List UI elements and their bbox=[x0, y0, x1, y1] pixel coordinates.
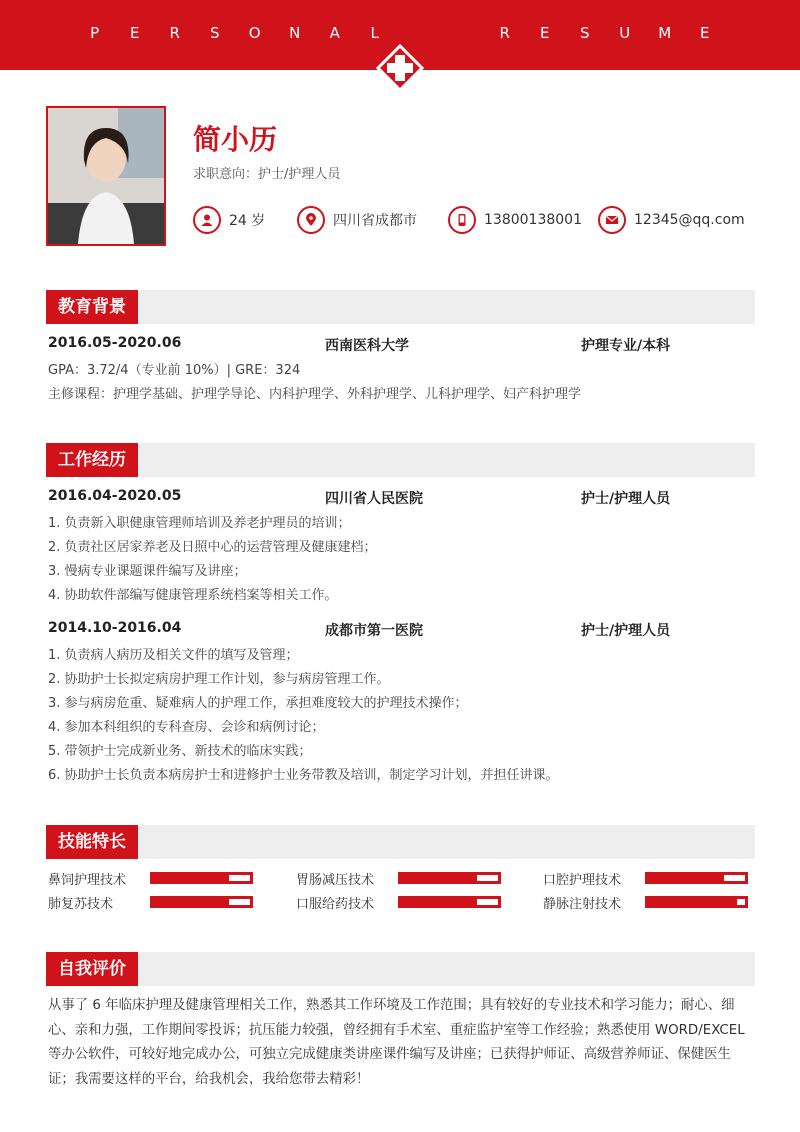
candidate-name: 简小历 bbox=[193, 123, 278, 156]
contact-phone: 13800138001 bbox=[448, 205, 582, 235]
education-courses: 主修课程：护理学基础、护理学导论、内科护理学、外科护理学、儿科护理学、妇产科护理学 bbox=[48, 387, 582, 402]
medical-cross-icon bbox=[376, 44, 424, 92]
work-role: 护士/护理人员 bbox=[581, 623, 671, 639]
section-self-eval bbox=[46, 952, 755, 986]
work-item: 1. 负责病人病历及相关文件的填写及管理； bbox=[48, 648, 299, 663]
work-company: 成都市第一医院 bbox=[325, 623, 423, 639]
work-item: 6. 协助护士长负责本病房护士和进修护士业务带教及培训，制定学习计划，并担任讲课。 bbox=[48, 768, 559, 783]
section-title-work: 工作经历 bbox=[46, 443, 138, 477]
education-gpa: GPA：3.72/4（专业前 10%）| GRE：324 bbox=[48, 363, 301, 378]
skill-item: 胃肠减压技术 bbox=[296, 870, 374, 886]
skill-level-bar bbox=[645, 896, 748, 908]
skill-item: 静脉注射技术 bbox=[543, 894, 621, 910]
work-row-2 bbox=[48, 620, 748, 639]
self-eval-text: 从事了 6 年临床护理及健康管理相关工作，熟悉其工作环境及工作范围；具有较好的专业技术和学习能力；耐心、细心、亲和力强，工作期间零投诉；抗压能力较强，曾经拥有手术室、重症监护室等工作经验；熟悉使用 WORD/EXCEL 等办公软件，可较好地完成办公，可独立完成健康类讲座课件编写及讲座；已获得护师证、高级营养师证、保健医生证；我需要这样的平台，给我机会，我给您带去精彩！ bbox=[48, 998, 745, 1087]
contact-location: 四川省成都市 bbox=[297, 205, 417, 235]
header-title: P E R S O N A L R E S U M E bbox=[90, 24, 711, 42]
contact-email: 12345@qq.com bbox=[598, 205, 745, 235]
location-icon bbox=[297, 206, 325, 234]
work-item: 3. 慢病专业课题课件编写及讲座； bbox=[48, 564, 247, 579]
work-item: 4. 协助软件部编写健康管理系统档案等相关工作。 bbox=[48, 588, 338, 603]
work-row-1 bbox=[48, 488, 748, 507]
education-school: 西南医科大学 bbox=[325, 338, 409, 354]
skill-level-bar bbox=[645, 872, 748, 884]
work-period: 2014.10-2016.04 bbox=[48, 620, 182, 636]
skill-level-bar bbox=[150, 896, 253, 908]
work-company: 四川省人民医院 bbox=[325, 491, 423, 507]
skill-level-bar bbox=[398, 896, 501, 908]
skill-item: 肺复苏技术 bbox=[48, 894, 113, 910]
skill-item: 口腔护理技术 bbox=[543, 870, 621, 886]
contact-age: 24 岁 bbox=[193, 205, 265, 235]
work-period: 2016.04-2020.05 bbox=[48, 488, 182, 504]
profile-photo bbox=[46, 106, 166, 246]
education-major: 护理专业/本科 bbox=[581, 338, 671, 354]
section-work bbox=[46, 443, 755, 477]
section-title-self-eval: 自我评价 bbox=[46, 952, 138, 986]
education-row bbox=[48, 335, 748, 354]
work-item: 4. 参加本科组织的专科查房、会诊和病例讨论； bbox=[48, 720, 325, 735]
skill-level-bar bbox=[150, 872, 253, 884]
job-intent: 求职意向：护士/护理人员 bbox=[193, 167, 341, 182]
work-role: 护士/护理人员 bbox=[581, 491, 671, 507]
work-item: 2. 负责社区居家养老及日照中心的运营管理及健康建档； bbox=[48, 540, 377, 555]
skill-item: 鼻饲护理技术 bbox=[48, 870, 126, 886]
skill-level-bar bbox=[398, 872, 501, 884]
work-item: 5. 带领护士完成新业务、新技术的临床实践； bbox=[48, 744, 312, 759]
section-education bbox=[46, 290, 755, 324]
work-item: 3. 参与病房危重、疑难病人的护理工作，承担难度较大的护理技术操作； bbox=[48, 696, 468, 711]
person-icon bbox=[193, 206, 221, 234]
phone-icon bbox=[448, 206, 476, 234]
work-item: 2. 协助护士长拟定病房护理工作计划，参与病房管理工作。 bbox=[48, 672, 390, 687]
work-item: 1. 负责新入职健康管理师培训及养老护理员的培训； bbox=[48, 516, 351, 531]
section-title-education: 教育背景 bbox=[46, 290, 138, 324]
mail-icon bbox=[598, 206, 626, 234]
skill-item: 口服给药技术 bbox=[296, 894, 374, 910]
section-skills bbox=[46, 825, 755, 859]
education-period: 2016.05-2020.06 bbox=[48, 335, 182, 351]
section-title-skills: 技能特长 bbox=[46, 825, 138, 859]
